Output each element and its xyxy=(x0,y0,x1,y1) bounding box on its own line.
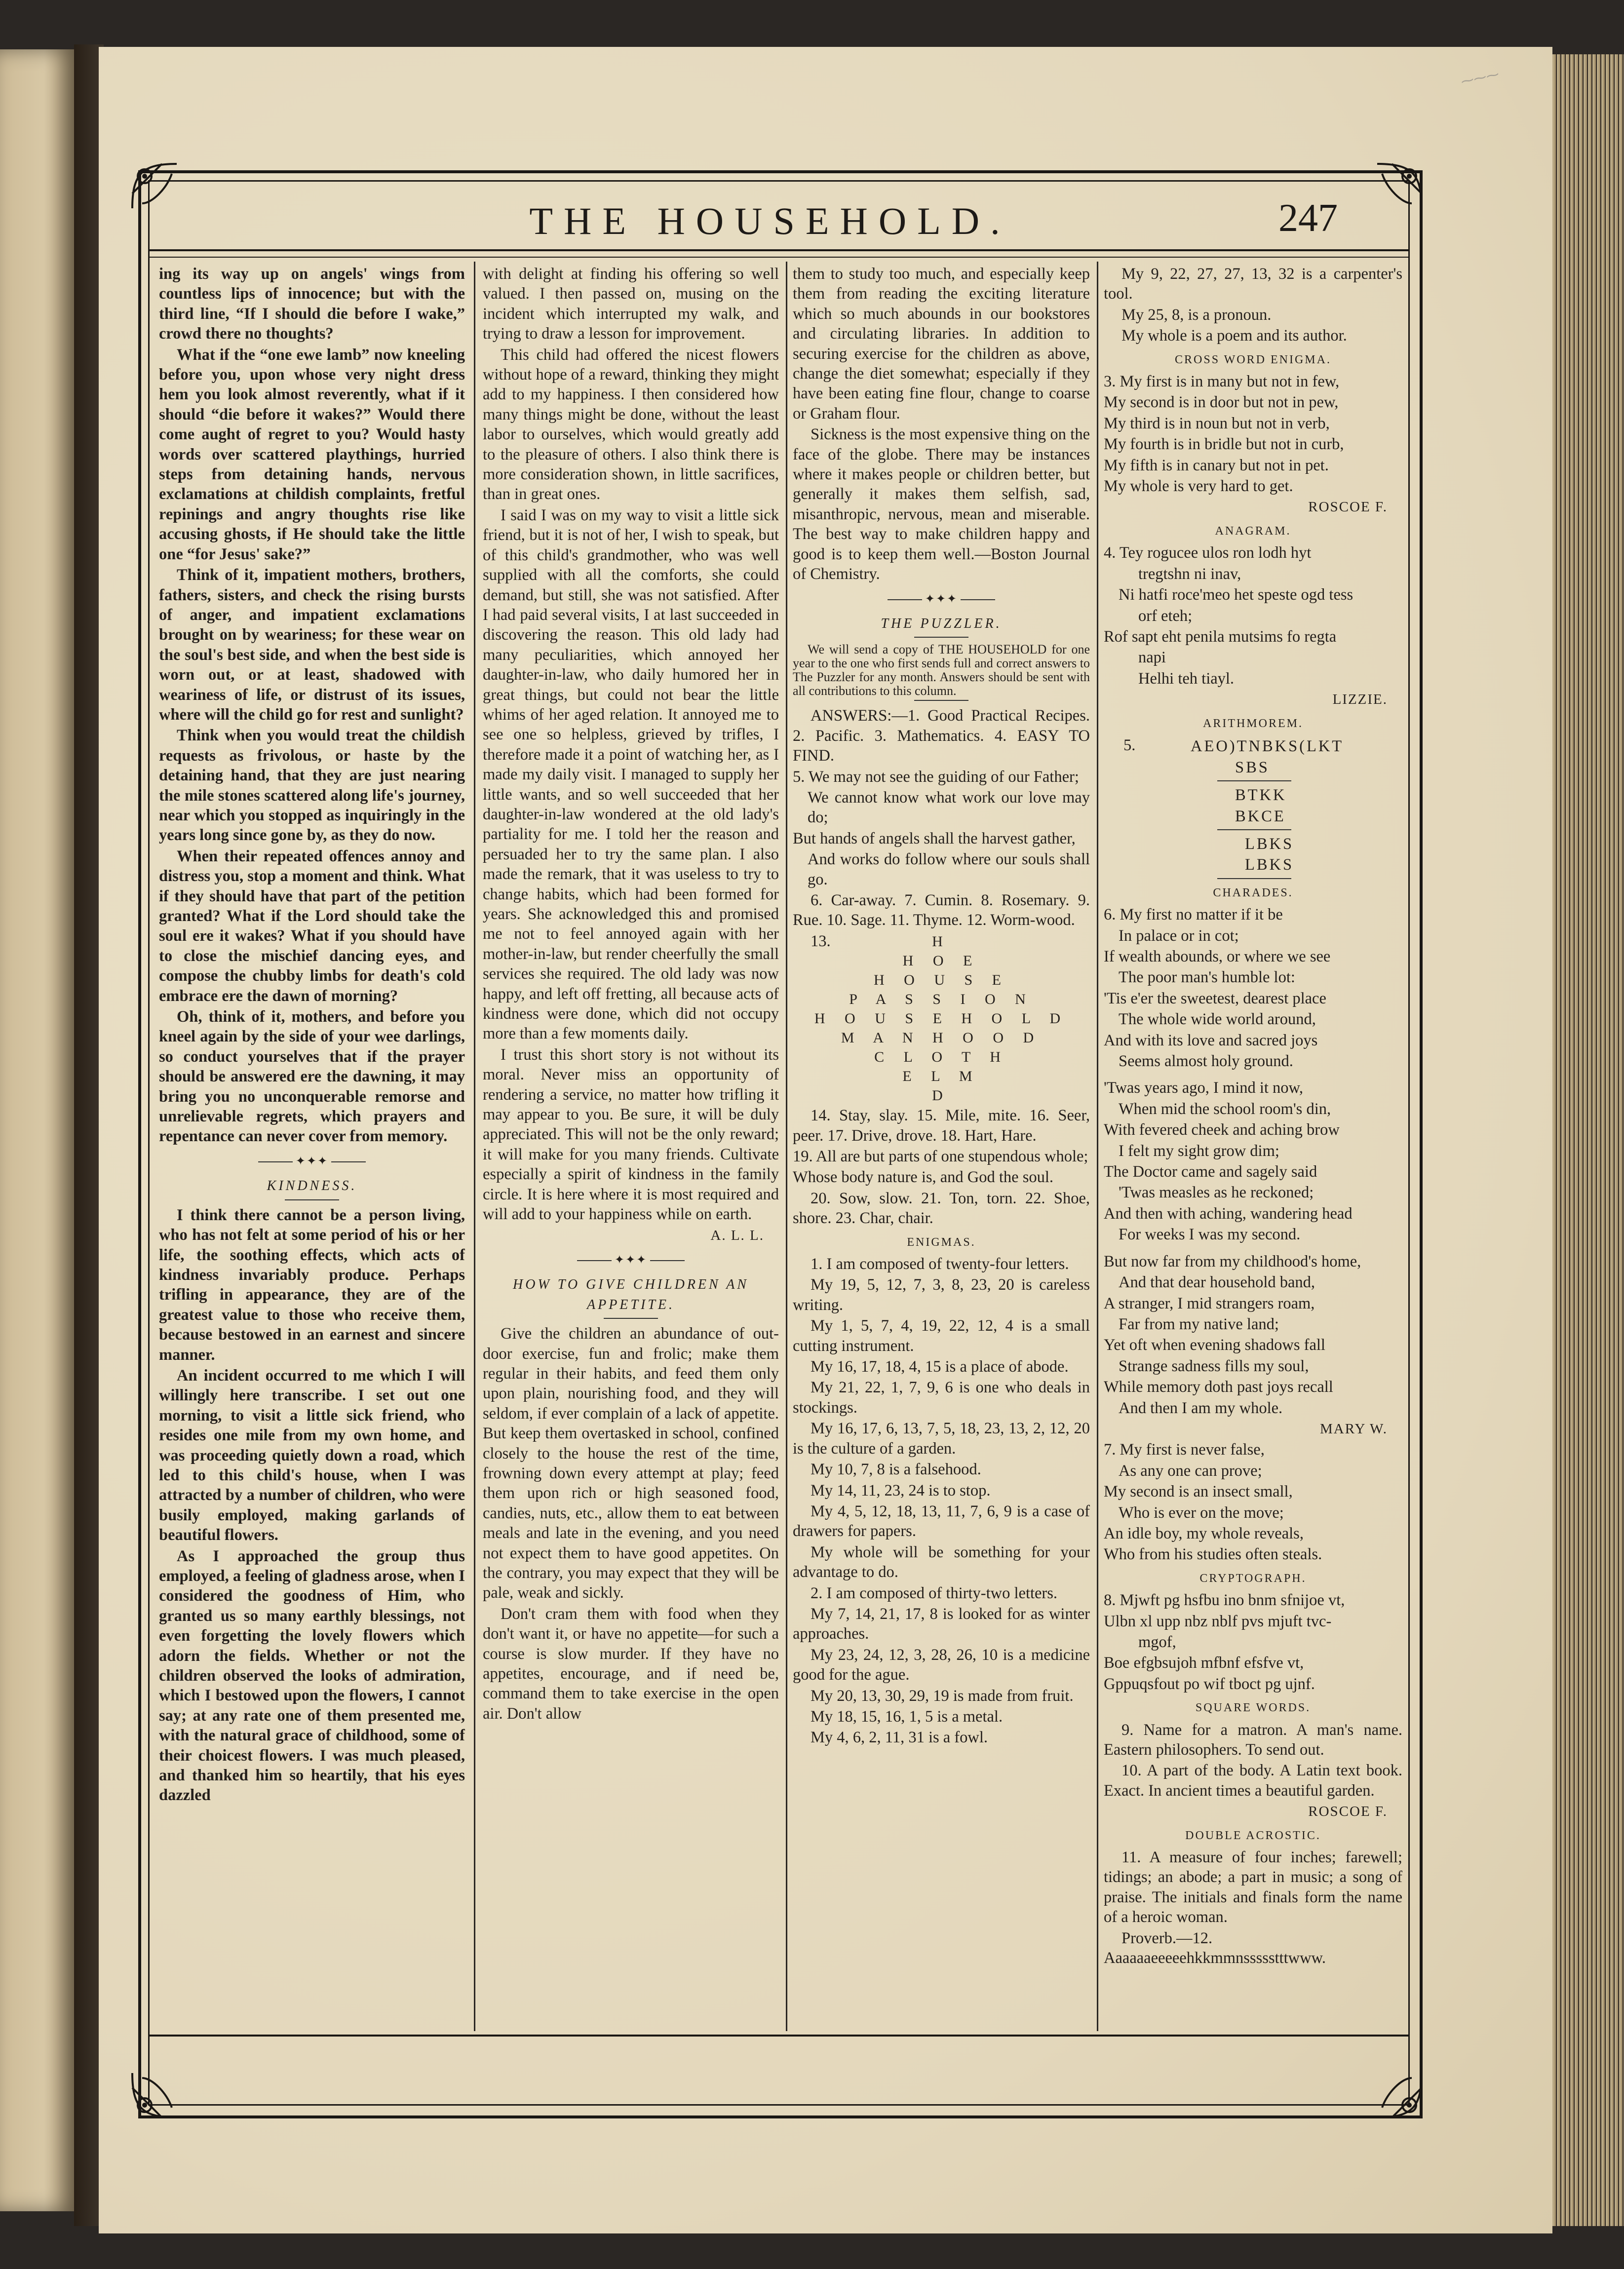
paragraph: Think when you would treat the childish requests as frivolous, or haste by the detaining hand, that they are just nearing the mile stones scattered along life's journey, near which you stopped as inquiringly in the years long since gone by, as they do now. xyxy=(159,727,465,845)
column-2 xyxy=(483,264,779,2031)
paragraph: What if the “one ewe lamb” now kneeling before you, upon whose very night dress hem you look almost reverently, what if it should “die before it wakes?” Would there come aught of regret to you? Would hasty words over scattered playthings, hurried steps from detaining hands, nervous exclamations at childish complaints, fretful repinings and angry thoughts rise like accusing ghosts, if He should take the little one “for Jesus' sake?” xyxy=(159,346,465,563)
verse-line: While memory doth past joys recall xyxy=(1104,1378,1333,1396)
page-number: 247 xyxy=(1278,196,1338,240)
verse-line: Ulbn xl upp nbz nblf pvs mjuft tvc- xyxy=(1104,1612,1332,1630)
verse-line: Far from my native land; xyxy=(1119,1315,1279,1333)
diamond-row: C L O T H xyxy=(874,1049,1008,1066)
arithmorem-line: LBKS xyxy=(1245,835,1294,853)
verse-line: For weeks I was my second. xyxy=(1119,1226,1301,1244)
paragraph: Think of it, impatient mothers, brothers, fathers, sisters, and check the rising bursts of anger, and impatient exclamations brought on by weariness; for these wear on the soul's best side, and when the best side is worn out, or at least, shadowed with weariness of life, or distrust of its issues, where will the child go for rest and sunlight? xyxy=(159,566,465,724)
verse-line: Boe efgbsujoh mfbnf efsfve vt, xyxy=(1104,1654,1304,1672)
arithmorem-rule xyxy=(1217,829,1291,830)
paragraph: This child had offered the nicest flowers without hope of a reward, thinking they might add to my happiness. I then considered how many things might be done, without the least labor to ourselves, which would greatly add to the pleasure of others. I also think there is more consideration shown, in little sacrifices, than in great ones. xyxy=(483,346,779,503)
verse-line: Rof sapt eht penila mutsims fo regta xyxy=(1104,627,1337,646)
header-rule-top xyxy=(148,249,1410,251)
verse-line: My second is in door but not in pew, xyxy=(1104,393,1339,412)
verse-line: 19. All are but parts of one stupendous whole; xyxy=(793,1148,1088,1165)
paragraph: Don't cram them with food when they don't want it, or have no appetite—for such a course is slow murder. If they have no appetites, encourage, and if need be, command them to take exercise in the open air. Don't allow xyxy=(483,1605,779,1723)
paragraph: I said I was on my way to visit a little sick friend, but it is not of her, I wish to speak, but of this child's grandmother, who was well supplied with all the comforts, she could demand, but still, she was not satisfied. After I had paid several visits, I at last succeeded in discovering the reason. This old lady had many peculiarities, which annoyed her daughter-in-law, who daily humored her in great things, but could not bear the little whims of her aged relation. It annoyed me to see one so helpless, grieved by trifles, I therefore made it a point of watching her, as I made my daily visit. I managed to supply her little wants, and so well succeeded that her daughter-in-law wondered at the old lady's partiality for me. I told her the reason and persuaded her to try the same plan. I also made the remark, that it was useless to try to change habits, which had been formed for years. She acknowledged this and promised me not to feel annoyed again with her mother-in-law, but render cheerfully the small services she required. The old lady was now happy, and left off fretting, all because acts of kindness were done, which did not occupy more than a few moments daily. xyxy=(483,506,779,1043)
verse-line: And then I am my whole. xyxy=(1119,1399,1283,1417)
column-divider-2 xyxy=(786,262,787,2031)
paragraph: Oh, think of it, mothers, and before you kneel again by the side of your wee darlings, so conduct yourselves that if the prayer should be answered ere the dawning, it may bring you no unconquerable remorse and unrelievable regrets, which prayers and repentance can never cover from memory. xyxy=(159,1008,465,1146)
diamond-row: P A S S I O N xyxy=(849,991,1034,1008)
verse-line: mgof, xyxy=(1138,1633,1176,1651)
verse-line: 8. Mjwft pg hsfbu ino bnm sfnijoe vt, xyxy=(1104,1591,1345,1610)
signature: A. L. L. xyxy=(710,1227,764,1243)
charades-heading: CHARADES. xyxy=(1213,886,1293,899)
puzzle-line: Proverb.—12. Aaaaaaeeeeehkkmmnssssstttwww. xyxy=(1104,1929,1326,1967)
verse-line: In palace or in cot; xyxy=(1119,926,1239,945)
heading-rule xyxy=(914,637,968,638)
article-heading-appetite: HOW TO GIVE CHILDREN AN APPETITE. xyxy=(513,1277,749,1312)
diamond-row: M A N H O O D xyxy=(841,1030,1042,1046)
section-separator: ✦✦✦ xyxy=(159,1152,465,1171)
answers-line: ANSWERS:—1. Good Practical Recipes. 2. Pacific. 3. Mathematics. 4. EASY TO FIND. xyxy=(793,707,1090,765)
enigma-line: My 25, 8, is a pronoun. xyxy=(1121,306,1272,324)
enigma-line: My 7, 14, 21, 17, 8 is looked for as winter approaches. xyxy=(793,1605,1090,1643)
arithmorem-line: BKCE xyxy=(1235,807,1286,825)
verse-line: 6. My first no matter if it be xyxy=(1104,906,1283,924)
arithmorem-line: LBKS xyxy=(1245,856,1294,874)
verse-line: My whole is very hard to get. xyxy=(1104,477,1293,496)
corner-ornament-top-left xyxy=(122,154,187,218)
verse-line: My second is an insect small, xyxy=(1104,1483,1293,1501)
enigma-line: My whole is a poem and its author. xyxy=(1121,327,1347,345)
puzzler-heading: THE PUZZLER. xyxy=(881,615,1002,631)
enigma-line: 1. I am composed of twenty-four letters. xyxy=(811,1255,1069,1273)
verse-line: I felt my sight grow dim; xyxy=(1119,1142,1279,1160)
enigma-line: My 4, 6, 2, 11, 31 is a fowl. xyxy=(811,1729,988,1747)
masthead-title: THE HOUSEHOLD. xyxy=(529,199,1011,242)
paragraph: When their repeated offences annoy and distress you, stop a moment and think. What if they should have that part of the petition granted? What if the Lord should take the soul ere it wakes? What if you should have to close the mischief dancing eyes, and compose the chubby limbs for death's cold embrace ere the dawn of morning? xyxy=(159,847,465,1005)
paragraph: them to study too much, and especially keep them from reading the exciting literature which so much abounds in our bookstores and circulating libraries. In addition to securing exercise for the children as above, change the diet somewhat; especially if they have been eating fine flour, change to coarse or Graham flour. xyxy=(793,265,1090,423)
verse-line: The whole wide world around, xyxy=(1119,1010,1316,1029)
section-separator: ✦✦✦ xyxy=(793,589,1090,609)
verse-line: But now far from my childhood's home, xyxy=(1104,1252,1361,1270)
arithmorem-rule xyxy=(1217,878,1291,879)
double-acrostic-heading: DOUBLE ACROSTIC. xyxy=(1185,1829,1321,1842)
verse-line: 5. We may not see the guiding of our Father; xyxy=(793,768,1079,786)
cross-word-heading: CROSS WORD ENIGMA. xyxy=(1175,353,1331,366)
verse-line: A stranger, I mid strangers roam, xyxy=(1104,1294,1315,1312)
enigma-line: 2. I am composed of thirty-two letters. xyxy=(811,1584,1058,1602)
notice-rule xyxy=(914,700,968,701)
arithmorem-line: SBS xyxy=(1235,758,1270,776)
square-words-heading: SQUARE WORDS. xyxy=(1195,1701,1311,1715)
puzzle-line: 9. Name for a matron. A man's name. Eastern philosophers. To send out. xyxy=(1104,1721,1402,1759)
verse-line: 3. My first is in many but not in few, xyxy=(1104,373,1340,391)
verse-line: And that dear household band, xyxy=(1119,1273,1315,1292)
corner-ornament-top-right xyxy=(1367,154,1431,218)
cryptograph-heading: CRYPTOGRAPH. xyxy=(1199,1572,1307,1585)
verse-line: Ni hatfi roce'meo het speste ogd tess xyxy=(1119,586,1353,604)
section-separator: ✦✦✦ xyxy=(483,1250,779,1270)
answers-line: 14. Stay, slay. 15. Mile, mite. 16. Seer, peer. 17. Drive, drove. 18. Hart, Hare. xyxy=(793,1107,1090,1145)
arithmorem-heading: ARITHMOREM. xyxy=(1202,717,1303,730)
verse-line: But hands of angels shall the harvest gather, xyxy=(793,829,1076,847)
facing-page-edge xyxy=(0,49,74,2211)
arithmorem-rule xyxy=(1217,780,1291,781)
column-divider-3 xyxy=(1097,262,1098,2031)
enigma-line: My 20, 13, 30, 29, 19 is made from fruit. xyxy=(811,1687,1074,1705)
verse-line: Gppuqsfout po wif tboct pg ujnf. xyxy=(1104,1675,1315,1693)
paragraph: An incident occurred to me which I will willingly here transcribe. I set out one morning, to visit a little sick friend, who resides one mile from my own home, and was proceeding quietly down a road, which led to this child's house, when I was attracted by a number of children, who were busily employed, making garlands of beautiful flowers. xyxy=(159,1366,465,1544)
verse-line: Helhi teh tiayl. xyxy=(1138,669,1235,688)
corner-ornament-bottom-right xyxy=(1367,2063,1431,2127)
verse-line: We cannot know what work our love may do; xyxy=(808,788,1090,827)
verse-line: As any one can prove; xyxy=(1119,1461,1262,1480)
verse-line: Seems almost holy ground. xyxy=(1119,1052,1293,1071)
enigma-line: My 9, 22, 27, 27, 13, 32 is a carpenter's tool. xyxy=(1104,265,1402,303)
enigmas-heading: ENIGMAS. xyxy=(907,1235,976,1249)
verse-line: My fourth is in bridle but not in curb, xyxy=(1104,435,1344,454)
diamond-label: 13. xyxy=(811,932,831,950)
enigma-line: My 16, 17, 6, 13, 7, 5, 18, 23, 13, 2, 12, 20 is the culture of a garden. xyxy=(793,1420,1090,1458)
puzzle-line: 10. A part of the body. A Latin text book. Exact. In ancient times a beautiful garden. xyxy=(1104,1762,1402,1800)
verse-line: Yet oft when evening shadows fall xyxy=(1104,1336,1325,1354)
verse-line: If wealth abounds, or where we see xyxy=(1104,948,1331,965)
paragraph: As I approached the group thus employed, a feeling of gladness arose, when I considered the goodness of Him, who granted us so many earthly blessings, not even forgetting the lovely flowers which adorn the fields. Whether or not the children observed the looks of admiration, which I bestowed upon the flowers, I cannot say; at any rate one of them presented me, with the natural grace of childhood, some of their choicest flowers. I was much pleased, and thanked him so heartily, that his eyes dazzled xyxy=(159,1547,465,1805)
diamond-row: H O E xyxy=(902,953,980,969)
corner-ornament-bottom-left xyxy=(122,2063,187,2127)
puzzle-line: 11. A measure of four inches; farewell; tidings; an abode; a part in music; a song of praise. The initials and finals form the name of a heroic woman. xyxy=(1104,1848,1402,1926)
enigma-line: My 16, 17, 18, 4, 15 is a place of abode. xyxy=(811,1358,1069,1376)
enigma-line: My 4, 5, 12, 18, 13, 11, 7, 6, 9 is a case of drawers for papers. xyxy=(793,1502,1090,1540)
verse-line: My third is in noun but not in verb, xyxy=(1104,414,1330,432)
column-4 xyxy=(1104,264,1402,2031)
page-stack-edge xyxy=(1552,54,1624,2226)
verse-line: An idle boy, my whole reveals, xyxy=(1104,1524,1304,1542)
signature: ROSCOE F. xyxy=(1308,1804,1388,1820)
verse-line: My fifth is in canary but not in pet. xyxy=(1104,456,1329,474)
diamond-row: D xyxy=(932,1087,951,1104)
enigma-line: My whole will be something for your advantage to do. xyxy=(793,1543,1090,1581)
column-3 xyxy=(793,264,1090,2031)
paragraph: I think there cannot be a person living, who has not felt at some period of his or her life, the soothing effects, which acts of kindness invariably produce. Perhaps trifling in appearance, they are of the greatest value to those who receive them, because bestowed in an earnest and sincere manner. xyxy=(159,1206,465,1364)
diamond-row: H O U S E xyxy=(873,972,1009,989)
verse-line: With fevered cheek and aching brow xyxy=(1104,1121,1340,1139)
verse-line: When mid the school room's din, xyxy=(1119,1100,1331,1118)
verse-line: tregtshn ni inav, xyxy=(1138,565,1241,583)
enigma-line: My 18, 15, 16, 1, 5 is a metal. xyxy=(811,1707,1003,1726)
footer-rule xyxy=(148,2035,1410,2037)
verse-line: orf eteh; xyxy=(1138,607,1193,625)
heading-rule xyxy=(604,1318,658,1319)
verse-line: 'Twas measles as he reckoned; xyxy=(1119,1184,1314,1202)
paragraph: Sickness is the most expensive thing on the face of the globe. There may be instances where it makes people or children better, but generally it makes them selfish, sad, misanthropic, nervous, mean and miserable. The best way to make children happy and good is to keep them well.—Boston Journal of Chemistry. xyxy=(793,425,1090,583)
verse-line: Who from his studies often steals. xyxy=(1104,1545,1322,1564)
signature: MARY W. xyxy=(1319,1421,1388,1437)
diamond-row: H O U S E H O L D xyxy=(814,1010,1069,1027)
verse-line: The Doctor came and sagely said xyxy=(1104,1163,1317,1181)
header-rule-bottom xyxy=(148,257,1410,258)
diamond-row: E L M xyxy=(902,1068,980,1085)
verse-line: 'Tis e'er the sweetest, dearest place xyxy=(1104,989,1326,1007)
article-heading-kindness: KINDNESS. xyxy=(267,1178,357,1194)
paragraph: with delight at finding his offering so well valued. I then passed on, musing on the incident which interrupted my walk, and trying to draw a lesson for improvement. xyxy=(483,265,779,343)
verse-line: And then with aching, wandering head xyxy=(1104,1204,1353,1223)
paragraph: I trust this short story is not without its moral. Never miss an opportunity of rendering a service, no matter how trifling it may appear to you. Be sure, it will be duly appreciated. This will not be the only reward; it will make for you many friends. Cultivate especially a spirit of kindness in the family circle. It is here where it is most required and will add to your happiness while on earth. xyxy=(483,1045,779,1224)
column-1 xyxy=(159,264,465,2031)
verse-line: The poor man's humble lot: xyxy=(1119,968,1295,987)
verse-line: 'Twas years ago, I mind it now, xyxy=(1104,1079,1304,1097)
signature: LIZZIE. xyxy=(1332,692,1388,708)
paragraph: ing its way up on angels' wings from countless lips of innocence; but with the third line, “If I should die before I wake,” crowd there no thoughts? xyxy=(159,265,465,343)
verse-line: napi xyxy=(1138,649,1166,667)
enigma-line: My 19, 5, 12, 7, 3, 8, 23, 20 is careless writing. xyxy=(793,1276,1090,1314)
verse-line: 4. Tey rogucee ulos ron lodh hyt xyxy=(1104,544,1312,562)
enigma-line: My 23, 24, 12, 3, 28, 26, 10 is a medicine good for the ague. xyxy=(793,1646,1090,1684)
verse-line: 7. My first is never false, xyxy=(1104,1441,1265,1459)
anagram-heading: ANAGRAM. xyxy=(1215,524,1291,538)
signature: ROSCOE F. xyxy=(1308,499,1388,515)
arithmorem-line: BTKK xyxy=(1235,786,1287,805)
enigma-line: My 1, 5, 7, 4, 19, 22, 12, 4 is a small cutting instrument. xyxy=(793,1317,1090,1355)
answers-line: 20. Sow, slow. 21. Ton, torn. 22. Shoe, shore. 23. Char, chair. xyxy=(793,1189,1090,1228)
arithmorem-line: AEO)TNBKS(LKT xyxy=(1191,737,1344,756)
answers-line: 6. Car-away. 7. Cumin. 8. Rosemary. 9. Rue. 10. Sage. 11. Thyme. 12. Worm-wood. xyxy=(793,891,1090,929)
column-divider-1 xyxy=(474,262,475,2031)
verse-line: And with its love and sacred joys xyxy=(1104,1031,1318,1049)
heading-rule xyxy=(285,1199,339,1200)
verse-line: Strange sadness fills my soul, xyxy=(1119,1357,1309,1375)
diamond-row: H xyxy=(932,933,951,950)
pencil-annotation: ⁓⁓⁓ xyxy=(1460,67,1501,90)
verse-line: Who is ever on the move; xyxy=(1119,1503,1284,1522)
puzzler-notice: We will send a copy of THE HOUSEHOLD for one year to the one who first sends full and correct answers to The Puzzler for any month. Answers should be sent with all contributions to this column. xyxy=(793,642,1090,698)
paragraph: Give the children an abundance of out-door exercise, fun and frolic; make them regular in their habits, and feed them only upon plain, nourishing food, and they will seldom, if ever complain of a lack of appetite. But keep them overtasked in school, confined closely to the house the rest of the time, frowning down every attempt at play; feed them upon rich or high seasoned food, candies, nuts, etc., allow them to eat between meals and late in the evening, and you need not expect them to have good appetites. On the contrary, you may expect that they will be pale, weak and sickly. xyxy=(483,1325,779,1602)
verse-line: Whose body nature is, and God the soul. xyxy=(793,1168,1054,1187)
enigma-line: My 10, 7, 8 is a falsehood. xyxy=(811,1461,981,1479)
verse-line: And works do follow where our souls shall go. xyxy=(808,850,1090,888)
enigma-line: My 14, 11, 23, 24 is to stop. xyxy=(811,1481,991,1500)
enigma-line: My 21, 22, 1, 7, 9, 6 is one who deals in stockings. xyxy=(793,1379,1090,1417)
arithmorem-number: 5. xyxy=(1123,736,1136,754)
